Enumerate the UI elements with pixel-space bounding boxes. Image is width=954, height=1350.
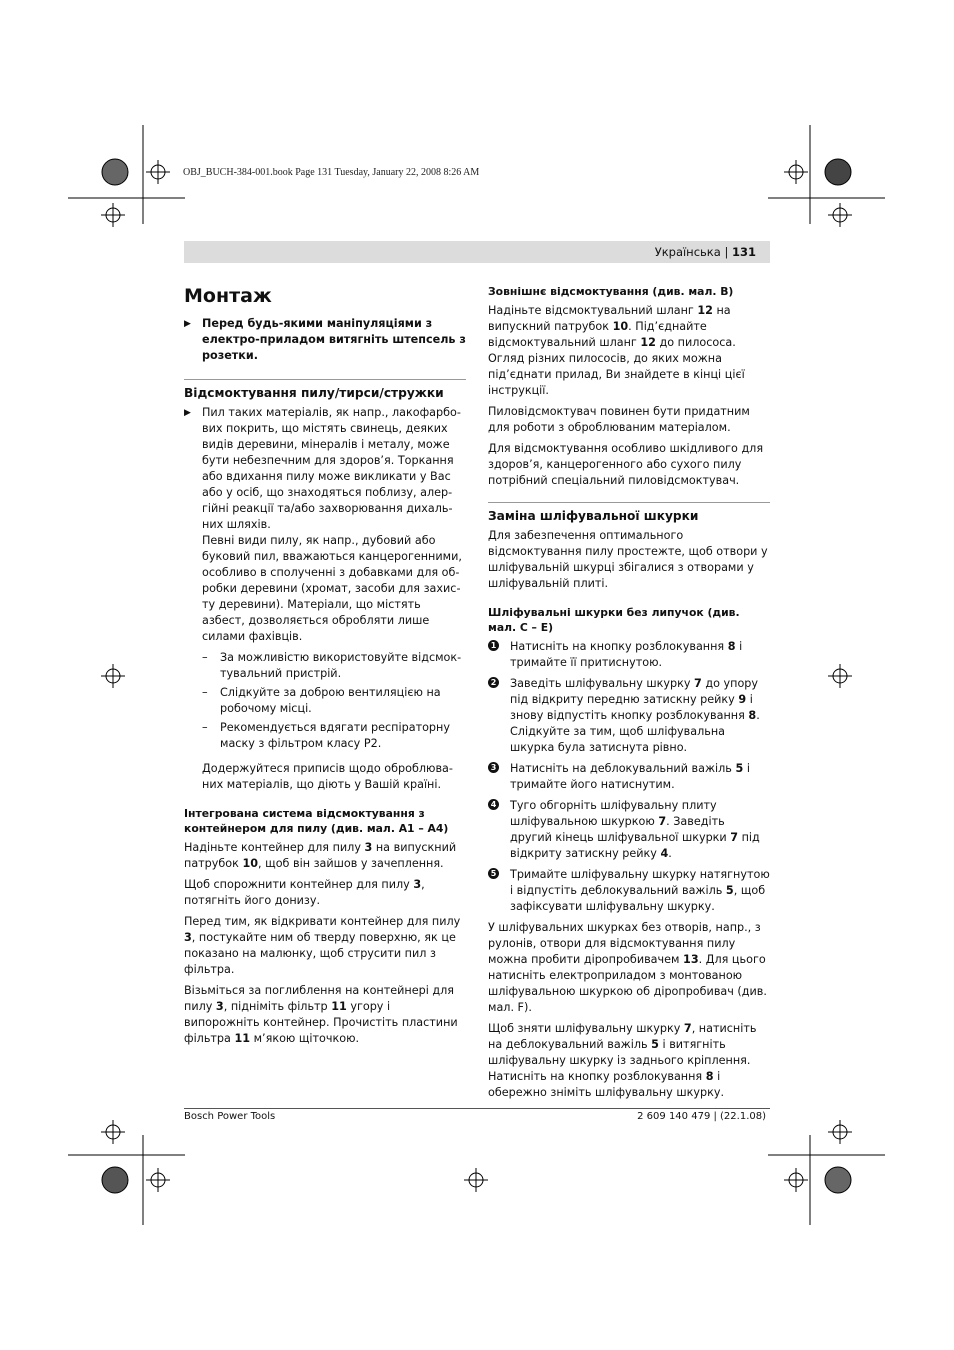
- paragraph: Щоб спорожнити контейнер для пилу 3, потягніть його донизу.: [184, 878, 425, 907]
- heading-integrated-extraction: Інтегрована система відсмоктування з контейнером для пилу (див. мал. A1 – A4): [184, 807, 449, 835]
- paragraph: Для відсмоктування особливо шкідливого для здоров’я, канцерогенного або сухого пилу потрібний спеціальний пиловідсмоктувач.: [488, 442, 764, 487]
- paragraph: Візьміться за поглиблення на контейнері для пилу 3, підніміть фільтр 11 угору і випорожніть контейнер. Прочистіть пластини фільтра 11 м’якою щіточкою.: [184, 984, 458, 1045]
- paragraph: Пиловідсмоктувач повинен бути придатним для роботи з оброблюваним матеріалом.: [488, 405, 750, 434]
- heading-sheets-without-velcro: Шліфувальні шкурки без липучок (див. мал. C – E): [488, 606, 740, 634]
- step-item: 4 Туго обгорніть шліфувальну плиту шліфувальною шкуркою 7. Заведіть другий кінець шліфувальної шкурки 7 під відкриту затискну рейку 4.: [488, 798, 770, 862]
- carcinogen-text: Певні види пилу, як напр., дубовий або буковий пил, вважаються канцерогенними, особливо в сполученні з добавками для об-робки деревини (хромат, засоби для захис-ту деревини). Матеріали, що містять азбест, дозволяється обробляти лише силами фахівців.: [202, 534, 462, 643]
- paragraph: У шліфувальних шкурках без отворів, напр., з рулонів, отвори для відсмоктування пилу можна пробити діропробивачем 13. Для цього натисніть електроприладом з монтованою шліфувальною шкуркою об діропробивач (див. мал. F).: [488, 921, 767, 1014]
- step-number-icon: 4: [488, 799, 499, 810]
- step-number-icon: 3: [488, 762, 499, 773]
- paragraph: Перед тим, як відкривати контейнер для пилу 3, постукайте ним об тверду поверхню, як це показано на малюнку, щоб струсити пил з фільтра.: [184, 915, 461, 976]
- heading-external-extraction: Зовнішнє відсмоктування (див. мал. B): [488, 285, 734, 298]
- dust-hazard-text: ▶ Пил таких матеріалів, як напр., лакофарбо-вих покрить, що містять свинець, деяких видів деревини, мінералів і металу, може бути небезпечним для здоров’я. Торкання або вдихання пилу може викликати у Вас або у осіб, що знаходяться поблизу, алер-гійні реакції та/або захворювання дихаль-них шляхів.: [184, 406, 461, 531]
- heading-replace-sanding-sheet: Заміна шліфувальної шкурки: [488, 502, 770, 524]
- paragraph: Щоб зняти шліфувальну шкурку 7, натисніть на деблокувальний важіль 5 і витягніть шліфувальну шкурку із заднього кріплення. Натисніть на кнопку розблокування 8 і обережно зніміть шліфувальну шкурку.: [488, 1022, 757, 1099]
- warning-unplug: ▶ Перед будь-якими маніпуляціями з електро-приладом витягніть штепсель з розетки.: [184, 317, 466, 362]
- step-item: 3 Натисніть на деблокувальний важіль 5 і тримайте його натиснутим.: [488, 761, 770, 793]
- dash-list: [184, 650, 466, 752]
- step-number-icon: 2: [488, 677, 499, 688]
- triangle-bullet-icon: ▶: [184, 408, 191, 418]
- regulations-text: Додержуйтеся приписів щодо оброблюва-них матеріалів, що діють у Вашій країні.: [202, 762, 453, 791]
- paragraph: Для забезпечення оптимального відсмоктування пилу простежте, щоб отвори у шліфувальній шкурці збігалися з отворами у шліфувальній плиті.: [488, 529, 768, 590]
- list-item: – Слідкуйте за доброю вентиляцією на робочому місці.: [202, 686, 441, 715]
- step-number-icon: 1: [488, 640, 499, 651]
- left-column: [184, 284, 466, 1052]
- page-footer: [184, 1108, 770, 1122]
- triangle-bullet-icon: ▶: [184, 319, 191, 329]
- page-header-bar: [184, 241, 770, 263]
- page-number: 131: [731, 245, 756, 259]
- print-info-line: OBJ_BUCH-384-001.book Page 131 Tuesday, January 22, 2008 8:26 AM: [183, 167, 480, 178]
- section-title-mounting: Монтаж: [184, 285, 272, 307]
- step-item: 2 Заведіть шліфувальну шкурку 7 до упору під відкриту передню затискну рейку 9 і знову відпустіть кнопку розблокування 8. Слідкуйте за тим, щоб шліфувальна шкурка була затиснута рівно.: [488, 676, 770, 756]
- step-item: 5 Тримайте шліфувальну шкурку натягнутою і відпустіть деблокувальний важіль 5, щоб зафіксувати шліфувальну шкурку.: [488, 867, 770, 915]
- footer-brand: Bosch Power Tools: [184, 1111, 276, 1122]
- step-number-icon: 5: [488, 868, 499, 879]
- header-language: Українська | 131: [654, 245, 756, 259]
- list-item: – Рекомендується вдягати респіраторну маску з фільтром класу P2.: [202, 721, 450, 750]
- heading-dust-extraction: Відсмоктування пилу/тирси/стружки: [184, 379, 466, 401]
- footer-doc-number: 2 609 140 479 | (22.1.08): [637, 1111, 766, 1122]
- paragraph: Надіньте контейнер для пилу 3 на випускний патрубок 10, щоб він зайшов у зачеплення.: [184, 841, 457, 870]
- step-item: 1 Натисніть на кнопку розблокування 8 і тримайте її притиснутою.: [488, 639, 770, 671]
- numbered-steps: [488, 639, 770, 915]
- list-item: – За можливістю використовуйте відсмок-тувальний пристрій.: [202, 651, 462, 680]
- paragraph: Надіньте відсмоктувальний шланг 12 на випускний патрубок 10. Під’єднайте відсмоктувальний шланг 12 до пилососа. Огляд різних пилососів, до яких можна під’єднати прилад, Ви знайдете в кінці цієї інструкції.: [488, 304, 745, 397]
- right-column: [488, 284, 770, 1106]
